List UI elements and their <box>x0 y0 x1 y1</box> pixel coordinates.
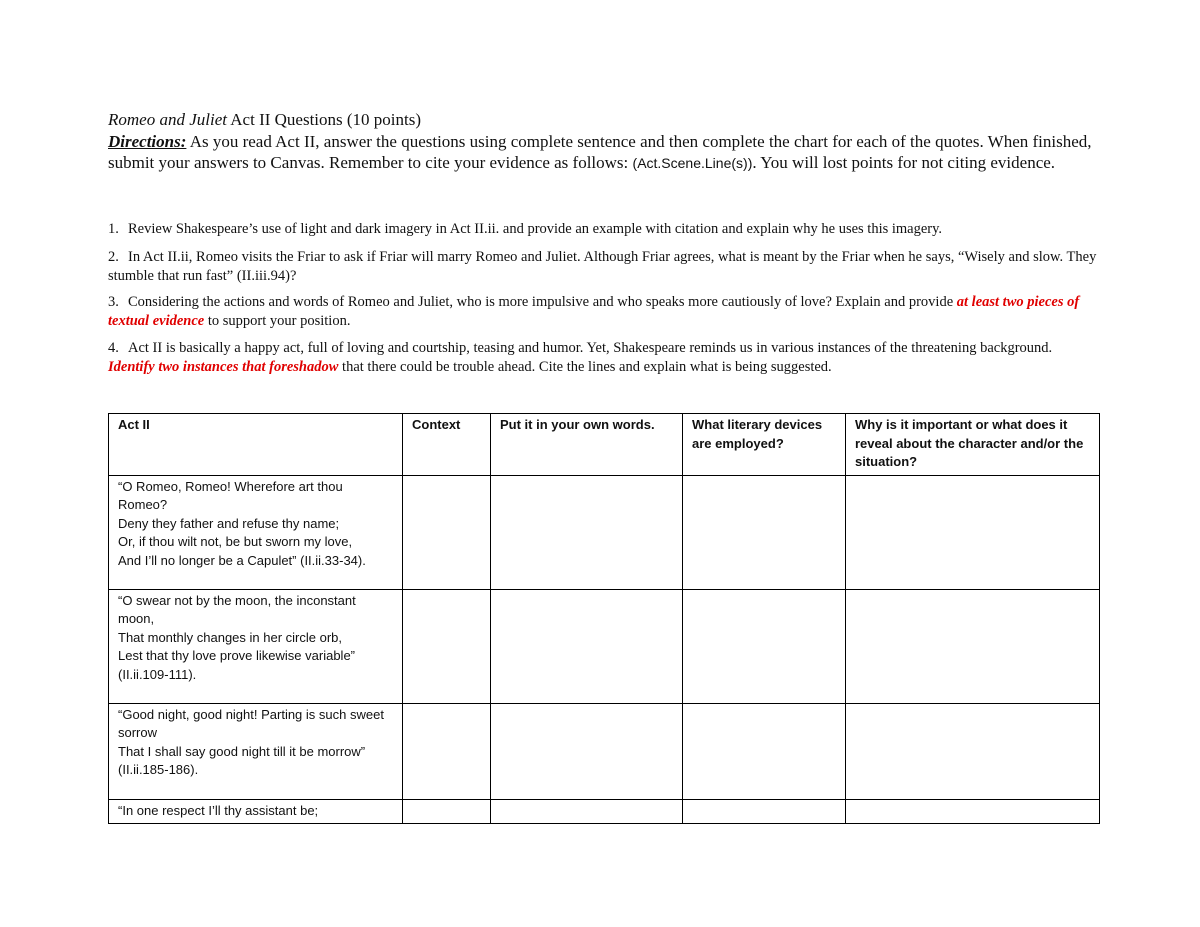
header-act-ii: Act II <box>109 414 403 476</box>
directions-text-2: . You will lost points for not citing evidence. <box>752 153 1056 172</box>
quote-line: “O Romeo, Romeo! Wherefore art thou Romeo? <box>118 478 343 512</box>
quote-line: And I’ll no longer be a Capulet” (II.ii.33-34). <box>118 552 366 568</box>
question-text-before: Considering the actions and words of Romeo and Juliet, who is more impulsive and who speaks more cautiously of love? Explain and provide <box>128 294 957 310</box>
context-cell[interactable] <box>403 589 491 703</box>
title-rest: Act II Questions (10 points) <box>226 110 422 129</box>
own-words-cell[interactable] <box>491 589 683 703</box>
importance-cell[interactable] <box>846 475 1100 589</box>
own-words-cell[interactable] <box>491 475 683 589</box>
quote-analysis-chart <box>108 413 1100 824</box>
quote-line: “Good night, good night! Parting is such sweet sorrow <box>118 706 384 740</box>
question-number: 4. <box>108 340 119 356</box>
question-number: 2. <box>108 249 119 265</box>
context-cell[interactable] <box>403 475 491 589</box>
context-cell[interactable] <box>403 799 491 824</box>
quote-line: “O swear not by the moon, the inconstant moon, <box>118 592 356 626</box>
question-emphasis: at least two pieces of textual evidence <box>108 294 1080 329</box>
question-text-after: to support your position. <box>204 313 351 329</box>
quote-cell <box>109 703 403 799</box>
directions-paragraph <box>108 131 1108 174</box>
table-row <box>109 703 1100 799</box>
quote-line: That I shall say good night till it be morrow” (II.ii.185-186). <box>118 743 366 777</box>
question-3 <box>108 293 1098 331</box>
own-words-cell[interactable] <box>491 703 683 799</box>
table-row <box>109 475 1100 589</box>
literary-devices-cell[interactable] <box>683 703 846 799</box>
header-importance: Why is it important or what does it reveal about the character and/or the situation? <box>846 414 1100 476</box>
title-play-name: Romeo and Juliet <box>108 110 227 129</box>
question-1 <box>108 220 1098 239</box>
citation-format: (Act.Scene.Line(s)) <box>632 155 753 171</box>
quote-line: Lest that thy love prove likewise variable” (II.ii.109-111). <box>118 648 356 682</box>
question-number: 3. <box>108 294 119 310</box>
importance-cell[interactable] <box>846 589 1100 703</box>
quote-line: Deny they father and refuse thy name; <box>118 515 340 531</box>
directions-label: Directions: <box>108 132 187 151</box>
quote-line: Or, if thou wilt not, be but sworn my love, <box>118 534 353 549</box>
quote-cell <box>109 589 403 703</box>
question-text: Review Shakespeare’s use of light and dark imagery in Act II.ii. and provide an example with citation and explain why he uses this imagery. <box>128 221 943 237</box>
question-4 <box>108 339 1098 377</box>
quote-cell <box>109 475 403 589</box>
header-own-words: Put it in your own words. <box>491 414 683 476</box>
directions-text-1: As you read Act II, answer the questions using complete sentence and then complete the chart for each of the quotes. When finished, submit your answers to Canvas. Remember to cite your evidence as follows: <box>108 132 1092 172</box>
table-row <box>109 589 1100 703</box>
header-literary-devices: What literary devices are employed? <box>683 414 846 476</box>
own-words-cell[interactable] <box>491 799 683 824</box>
question-text-after: that there could be trouble ahead. Cite the lines and explain what is being suggested. <box>338 359 832 375</box>
chart-header-row <box>109 414 1100 476</box>
literary-devices-cell[interactable] <box>683 589 846 703</box>
question-text-before: Act II is basically a happy act, full of loving and courtship, teasing and humor. Yet, Shakespeare reminds us in various instances of the threatening background. <box>128 340 1053 356</box>
literary-devices-cell[interactable] <box>683 475 846 589</box>
question-text: In Act II.ii, Romeo visits the Friar to ask if Friar will marry Romeo and Juliet. Although Friar agrees, what is meant by the Friar when he says, “Wisely and slow. They stumble that run fast” (II.iii.94)? <box>108 249 1097 284</box>
table-row <box>109 799 1100 824</box>
question-emphasis: Identify two instances that foreshadow <box>108 359 339 375</box>
quote-line: That monthly changes in her circle orb, <box>118 629 342 645</box>
importance-cell[interactable] <box>846 799 1100 824</box>
literary-devices-cell[interactable] <box>683 799 846 824</box>
importance-cell[interactable] <box>846 703 1100 799</box>
quote-line: “In one respect I’ll thy assistant be; <box>118 802 319 818</box>
question-2 <box>108 248 1098 286</box>
question-number: 1. <box>108 221 119 237</box>
header-context: Context <box>403 414 491 476</box>
context-cell[interactable] <box>403 703 491 799</box>
document-title <box>108 110 421 130</box>
quote-cell <box>109 799 403 824</box>
